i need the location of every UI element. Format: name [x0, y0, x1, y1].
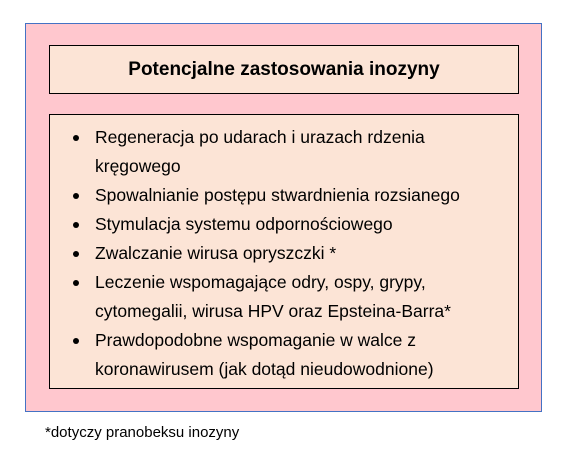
list-item	[95, 239, 508, 268]
bullet-icon	[73, 135, 79, 141]
list-item-text: Zwalczanie wirusa opryszczki *	[95, 243, 337, 263]
bullet-icon	[73, 193, 79, 199]
list-box	[49, 114, 519, 389]
list-item-text: Spowalnianie postępu stwardnienia rozsianego	[95, 185, 460, 205]
bullet-icon	[73, 222, 79, 228]
bullet-icon	[73, 280, 79, 286]
diagram-title: Potencjalne zastosowania inozyny	[128, 58, 440, 80]
bullet-icon	[73, 251, 79, 257]
list-item	[95, 210, 508, 239]
list-item	[95, 123, 508, 181]
list-item-text: Leczenie wspomagające odry, ospy, grypy, cytomegalii, wirusa HPV oraz Epsteina-Barra*	[95, 272, 451, 321]
bullet-list	[50, 123, 508, 384]
outer-frame	[25, 23, 542, 412]
footnote: *dotyczy pranobeksu inozyny	[45, 424, 240, 441]
list-item	[95, 326, 508, 384]
list-item-text: Prawdopodobne wspomaganie w walce z koronawirusem (jak dotąd nieudowodnione)	[95, 330, 434, 379]
bullet-icon	[73, 338, 79, 344]
list-item-text: Regeneracja po udarach i urazach rdzenia kręgowego	[95, 127, 425, 176]
list-item	[95, 268, 508, 326]
list-item-text: Stymulacja systemu odpornościowego	[95, 214, 393, 234]
title-box	[49, 45, 519, 94]
list-item	[95, 181, 508, 210]
